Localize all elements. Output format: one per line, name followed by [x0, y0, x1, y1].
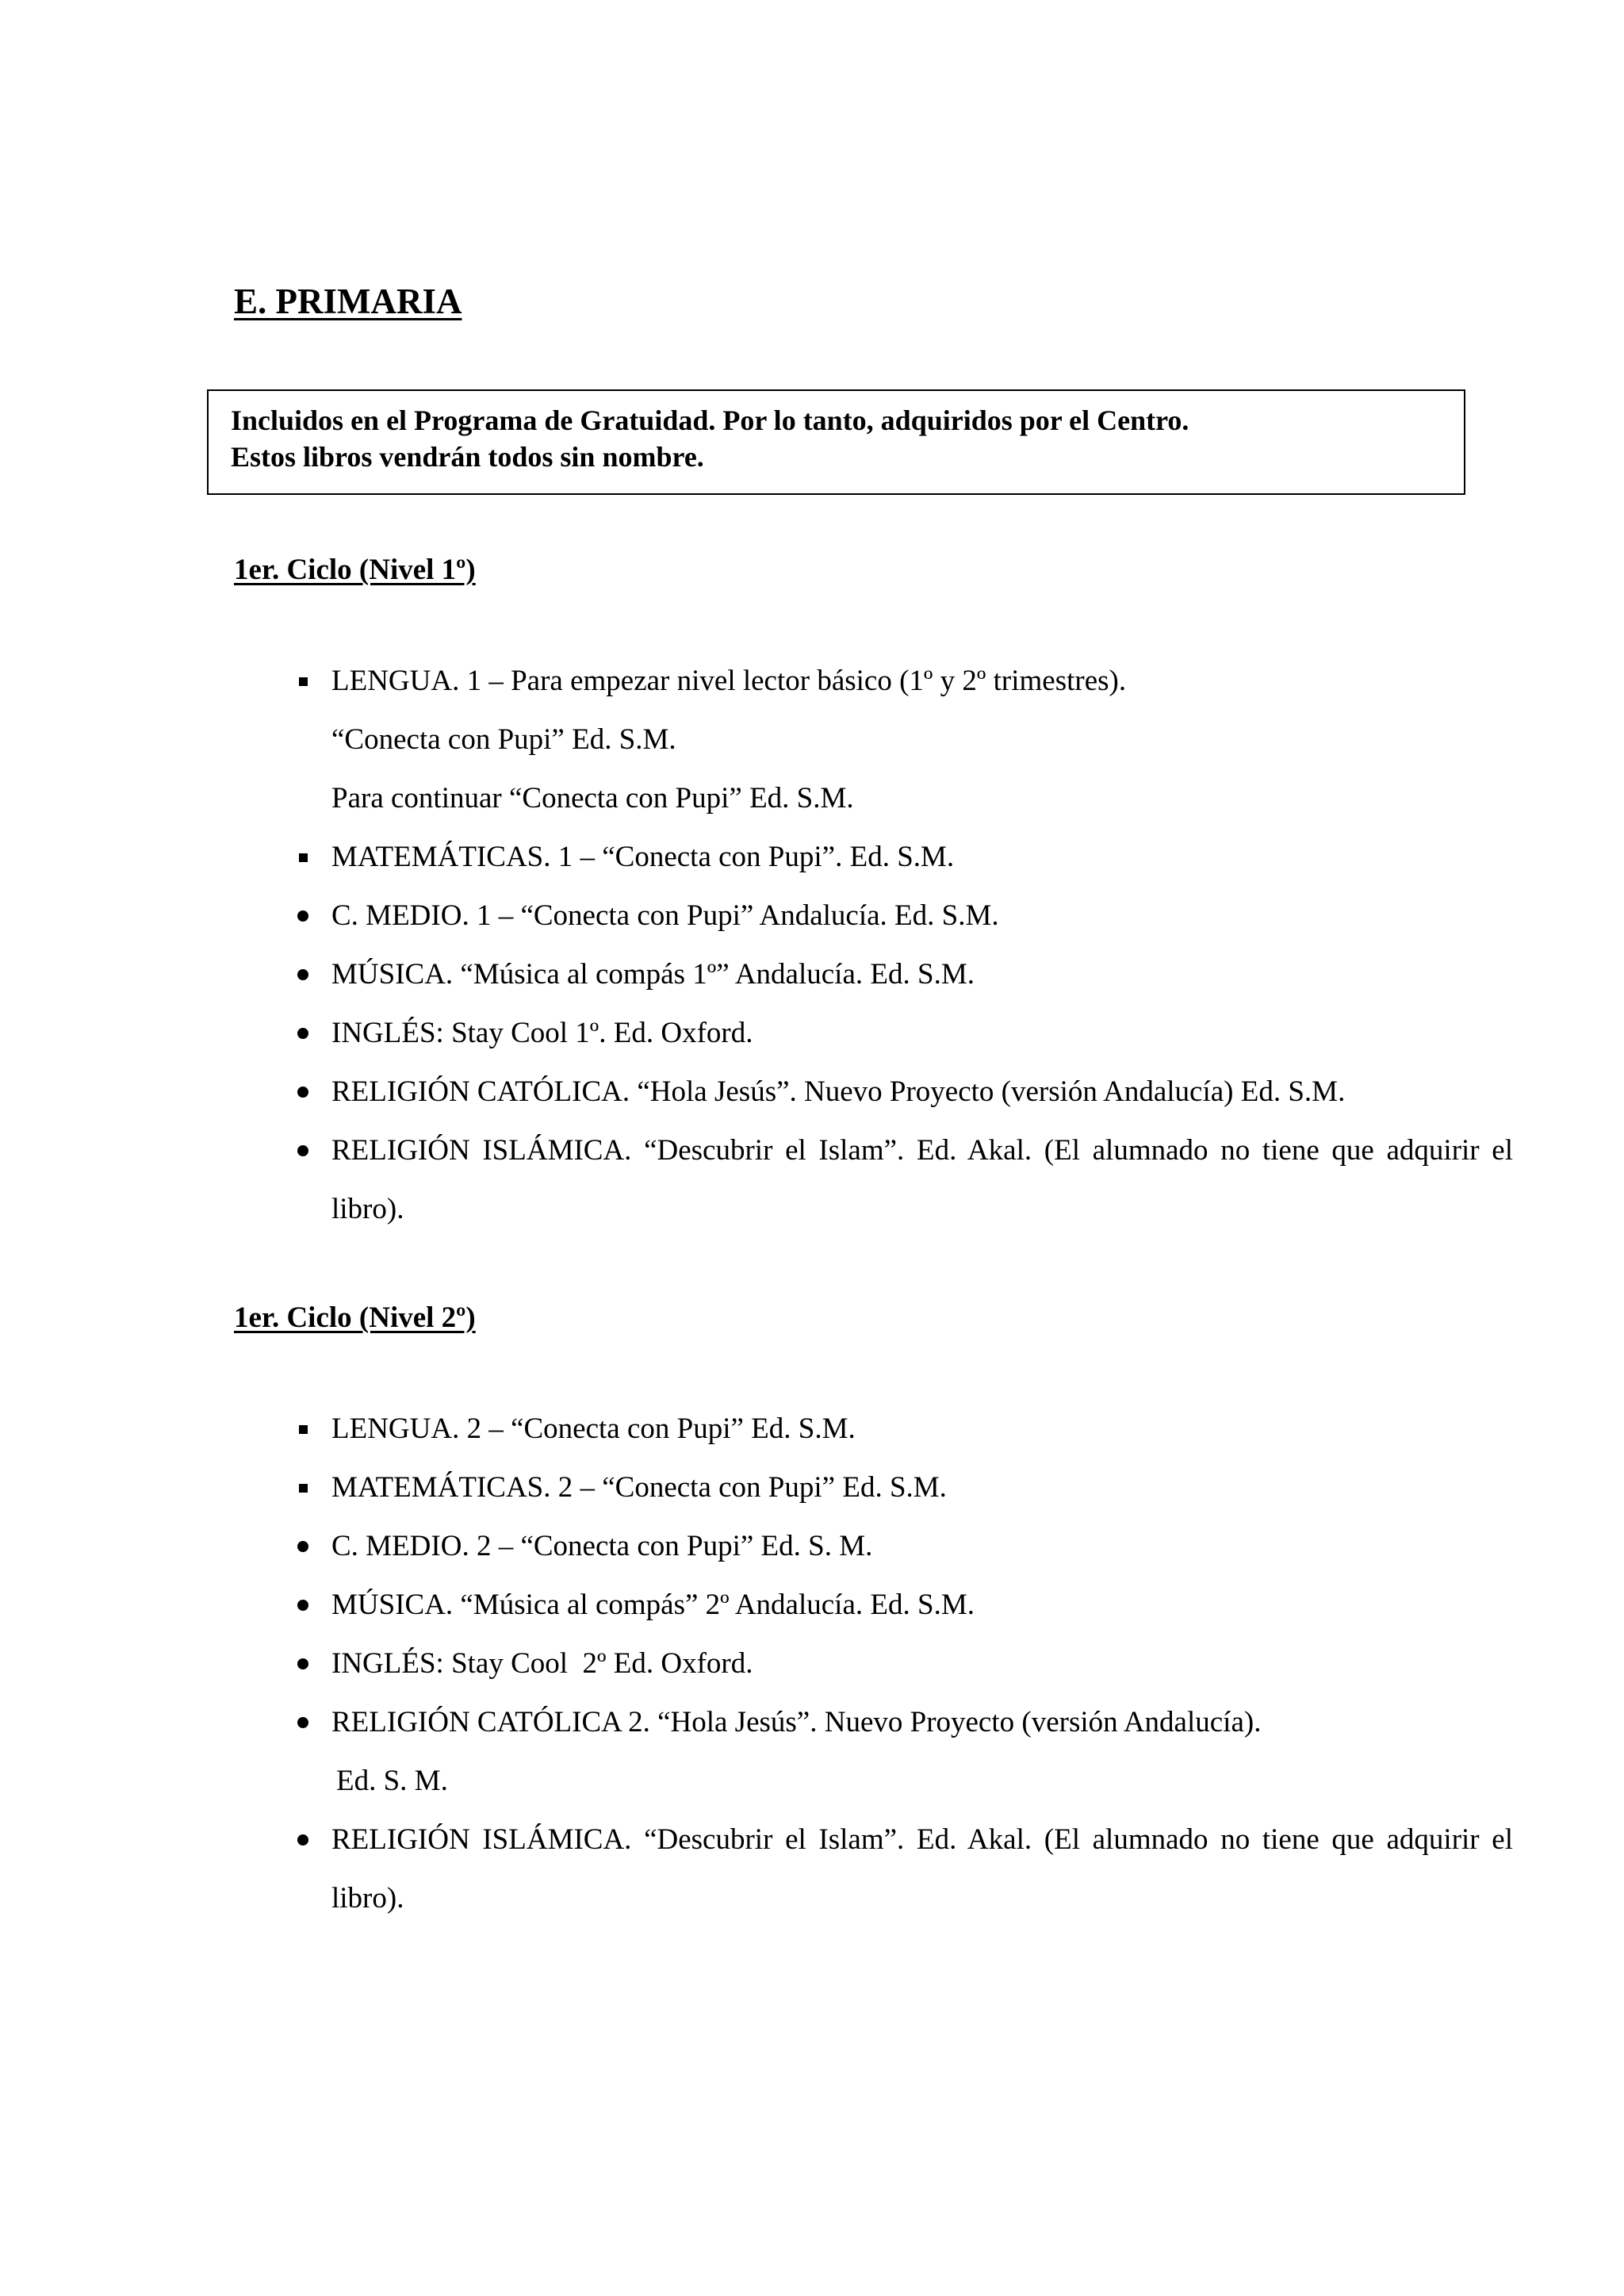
list-item: [0, 1576, 1624, 1635]
list-item: [0, 1458, 1624, 1517]
dot-bullet-icon: [287, 1004, 319, 1063]
list-item: [0, 828, 1624, 887]
list-item-text: RELIGIÓN ISLÁMICA. “Descubrir el Islam”. Ed. Akal. (El alumnado no tiene que adquirir el libro).: [331, 1823, 1513, 1915]
list-item-text: RELIGIÓN CATÓLICA 2. “Hola Jesús”. Nuevo Proyecto (versión Andalucía).: [331, 1706, 1262, 1738]
square-bullet-icon: [287, 652, 319, 711]
list-item-continuation: “Conecta con Pupi” Ed. S.M.: [331, 723, 676, 756]
list-item: [0, 1517, 1624, 1576]
square-bullet-icon: [287, 1400, 319, 1458]
list-item-text: MATEMÁTICAS. 2 – “Conecta con Pupi” Ed. S.M.: [331, 1471, 947, 1504]
list-item: [0, 1635, 1624, 1693]
notice-line-1: Incluidos en el Programa de Gratuidad. Por lo tanto, adquiridos por el Centro.: [231, 404, 1189, 436]
section-heading-nivel-2: 1er. Ciclo (Nivel 2º): [234, 1301, 476, 1334]
list-item-text: MÚSICA. “Música al compás” 2º Andalucía. Ed. S.M.: [331, 1589, 975, 1621]
list-item: [0, 887, 1624, 945]
list-item: [0, 652, 1624, 711]
list-item-text: LENGUA. 1 – Para empezar nivel lector básico (1º y 2º trimestres).: [331, 665, 1127, 697]
dot-bullet-icon: [287, 887, 319, 945]
list-item: [0, 1121, 1624, 1239]
list-item-text: C. MEDIO. 2 – “Conecta con Pupi” Ed. S. M.: [331, 1530, 873, 1562]
list-item: [0, 1693, 1624, 1752]
dot-bullet-icon: [287, 945, 319, 1004]
dot-bullet-icon: [287, 1635, 319, 1693]
square-bullet-icon: [287, 1458, 319, 1517]
list-item-text: C. MEDIO. 1 – “Conecta con Pupi” Andalucía. Ed. S.M.: [331, 899, 999, 932]
section-heading-nivel-1: 1er. Ciclo (Nivel 1º): [234, 554, 476, 586]
list-item-text: RELIGIÓN ISLÁMICA. “Descubrir el Islam”. Ed. Akal. (El alumnado no tiene que adquirir el libro).: [331, 1134, 1513, 1225]
list-item: [0, 945, 1624, 1004]
book-list-nivel-1: [0, 652, 1624, 1239]
list-item-continuation: Ed. S. M.: [336, 1765, 448, 1797]
dot-bullet-icon: [287, 1693, 319, 1752]
gratuidad-notice-box: [207, 389, 1465, 495]
list-item-text: MÚSICA. “Música al compás 1º” Andalucía. Ed. S.M.: [331, 958, 975, 991]
book-list-nivel-2: [0, 1400, 1624, 1928]
square-bullet-icon: [287, 828, 319, 887]
page-title: E. PRIMARIA: [234, 282, 462, 321]
dot-bullet-icon: [287, 1517, 319, 1576]
list-item: [0, 1400, 1624, 1458]
list-item-text: LENGUA. 2 – “Conecta con Pupi” Ed. S.M.: [331, 1412, 856, 1445]
list-item: [0, 1004, 1624, 1063]
dot-bullet-icon: [287, 1121, 319, 1180]
list-item-continuation: Para continuar “Conecta con Pupi” Ed. S.M.: [331, 782, 854, 815]
list-item-text: INGLÉS: Stay Cool 1º. Ed. Oxford.: [331, 1017, 753, 1049]
list-item-text: RELIGIÓN CATÓLICA. “Hola Jesús”. Nuevo Proyecto (versión Andalucía) Ed. S.M.: [331, 1075, 1346, 1108]
dot-bullet-icon: [287, 1063, 319, 1121]
list-item-text: MATEMÁTICAS. 1 – “Conecta con Pupi”. Ed. S.M.: [331, 841, 955, 873]
dot-bullet-icon: [287, 1576, 319, 1635]
list-item-text: INGLÉS: Stay Cool 2º Ed. Oxford.: [331, 1647, 753, 1680]
list-item: [0, 1811, 1624, 1928]
notice-line-2: Estos libros vendrán todos sin nombre.: [231, 441, 704, 473]
dot-bullet-icon: [287, 1811, 319, 1869]
list-item: [0, 1063, 1624, 1121]
